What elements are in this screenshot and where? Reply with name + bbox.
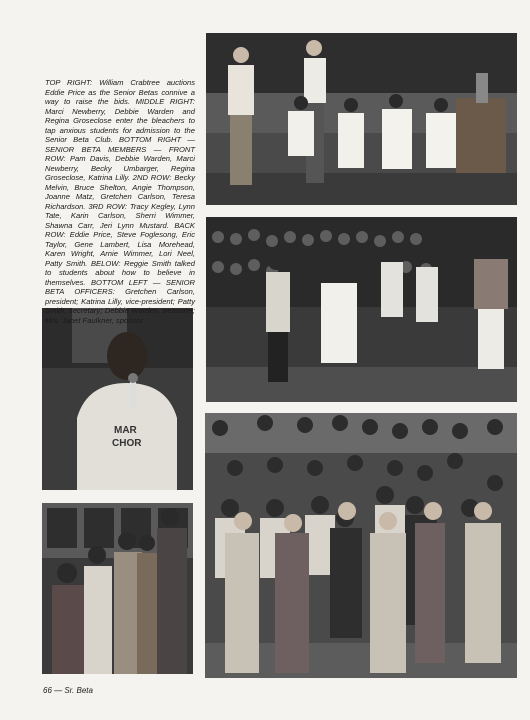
auction-photo <box>206 33 517 205</box>
photo-caption: TOP RIGHT: William Crabtree auctions Eddie Price as the Senior Betas connive a way to raise the bids. MIDDLE RIGHT: Marci Newberry, Debbie Warden and Regina Groseclose enter the bleachers to tap anxious students for admission to the Senior Beta Club. BOTTOM RIGHT — SENIOR BETA MEMBERS — FRONT ROW: Pam Davis, Debbie Warden, Marci Newberry, Becky Umbarger, Regina Groseclose, Katrina Lilly. 2ND ROW: Becky Melvin, Bruce Shelton, Angie Thompson, Joanne Matz, Gretchen Carlson, Teresa Richardson. 3RD ROW: Tracy Kegley, Lynn Tate, Karin Carlson, Sherri Wimmer, Shawna Carr, Jeri Lynn Mustard. BACK ROW: Eddie Price, Steve Foglesong, Eric Taylor, Gene Lambert, Lisa Morehead, Karen Wright, Arnie Wimmer, Lori Neel, Patty Smith. BELOW: Reggie Smith talked to students about how to believe in themselves. BOTTOM LEFT — SENIOR BETA OFFICERS: Gretchen Carlson, president; Katrina Lilly, vice-president; Patty Smith, secretary; Debbie Warden, treasurer; Mrs. Janet Faulkner, sponsor <box>45 78 195 325</box>
officers-photo <box>42 503 193 674</box>
speaker-photo <box>42 308 193 490</box>
bleachers-photo <box>206 217 517 402</box>
sweatshirt-text-line2: CHOR <box>112 438 142 449</box>
sweatshirt-text-line1: MAR <box>114 425 137 436</box>
page-footer: 66 — Sr. Beta <box>43 686 93 695</box>
members-group-photo <box>205 413 517 678</box>
